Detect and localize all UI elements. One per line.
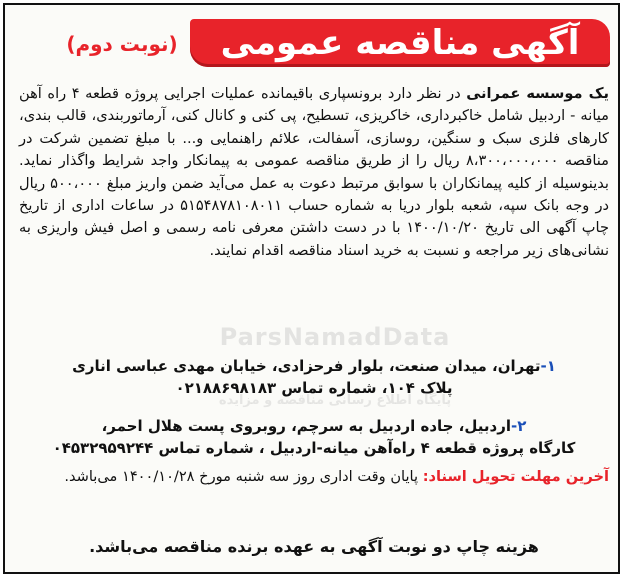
address-1-line2: پلاک ۱۰۴، شماره تماس ۰۲۱۸۸۶۹۸۱۸۳ [175,379,453,397]
lead-text: یک موسسه عمرانی [466,85,609,102]
ad-paragraph [19,83,609,262]
deadline [19,466,609,488]
round-label: (نوبت دوم) [66,32,178,56]
address-2 [19,415,609,459]
address-1 [19,355,609,399]
watermark-brand: ParsNamadData [219,323,451,351]
ad-frame [3,3,620,574]
address-2-line2: کارگاه پروژه قطعه ۴ راه‌آهن میانه-اردبیل ، شماره تماس ۰۴۵۳۲۹۵۹۲۴۴ [52,439,576,457]
address-2-number: ۲- [511,417,527,435]
ad-header [5,11,618,73]
address-1-line1: ۱-تهران، میدان صنعت، بلوار فرحزادی، خیابان مهدی عباسی اناری [72,357,556,375]
ad-body [19,83,609,262]
address-1-number: ۱- [540,357,556,375]
watermark-subtitle: پایگاه اطلاع رسانی مناقصه و مزایده [218,393,452,408]
ad-footer: هزینه چاپ دو نوبت آگهی به عهده برنده مناقصه می‌باشد. [89,537,539,556]
address-2-line1: ۲-اردبیل، جاده اردبیل به سرچم، روبروی پست هلال احمر، [101,417,527,435]
ad-title: آگهی مناقصه عمومی [190,19,610,67]
body-paragraph: در نظر دارد برونسپاری باقیمانده عملیات اجرایی پروژه قطعه ۴ راه آهن میانه - اردبیل شامل خاکبرداری، خاکریزی، تسطیح، پی کنی و کانال کنی، آرماتوربندی، قالب بندی، کارهای فلزی سبک و سنگین، روسازی، آسفالت، علائم راهنمایی و... با مبلغ تضمین شرکت در مناقصه ۸،۳۰۰،۰۰۰،۰۰۰ ریال را از طریق مناقصه عمومی به پیمانکار واجد شرایط واگذار نماید. بدینوسیله از کلیه پیمانکاران با سوابق مرتبط دعوت به عمل می‌آید ضمن واریز مبلغ ۵۰۰،۰۰۰ ریال در وجه بانک سپه، شعبه بلوار دریا به شماره حساب ۵۱۵۴۸۷۸۱۰۸۰۱۱ در ساعات اداری از تاریخ چاپ آگهی الی تاریخ ۱۴۰۰/۱۰/۲۰ با در دست داشتن معرفی نامه رسمی و اصل فیش واریزی به نشانی‌های زیر مراجعه و نسبت به خرید اسناد مناقصه اقدام نمایند. [19,85,609,259]
deadline-text: پایان وقت اداری روز سه شنبه مورخ ۱۴۰۰/۱۰/۲۸ می‌باشد. [64,468,423,485]
deadline-label: آخرین مهلت تحویل اسناد: [422,468,609,485]
